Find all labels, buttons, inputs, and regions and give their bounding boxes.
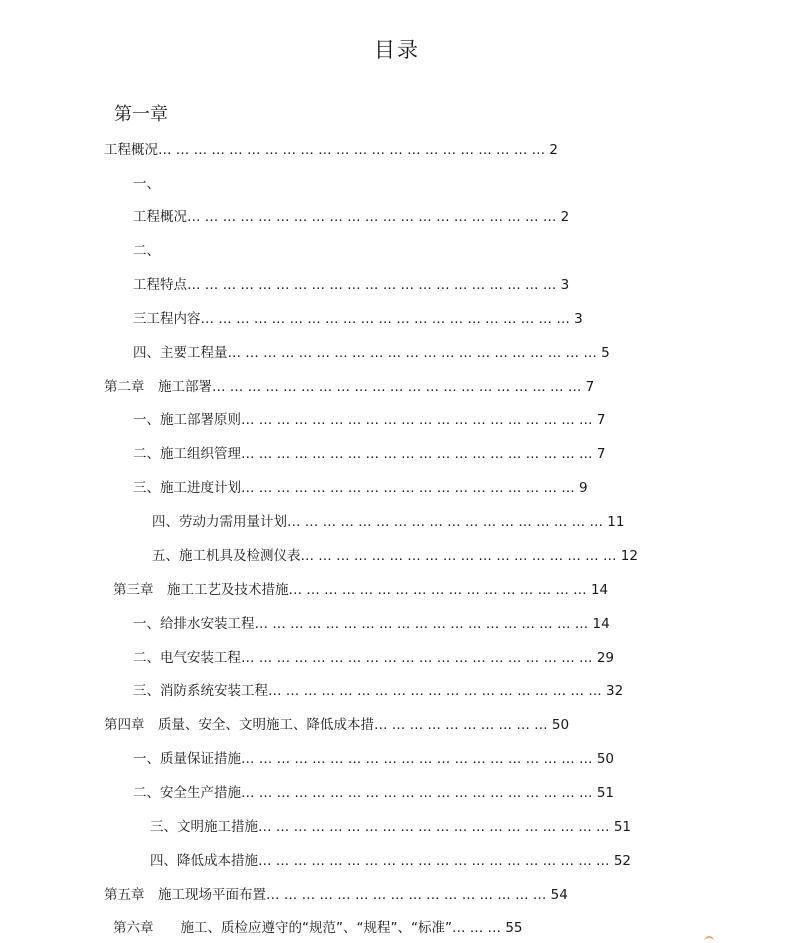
toc-line: 工程概况… … … … … … … … … … … … … … … … … … … … … … 2 bbox=[104, 142, 558, 158]
toc-line: 二、安全生产措施… … … … … … … … … … … … … … … … … … … … 51 bbox=[133, 785, 615, 801]
toc-line: 五、施工机具及检测仪表… … … … … … … … … … … … … … … … … … 12 bbox=[152, 548, 638, 564]
toc-line: 二、电气安装工程… … … … … … … … … … … … … … … … … … … … 29 bbox=[133, 650, 615, 666]
toc-line-chapter-5: 第五章 施工现场平面布置… … … … … … … … … … … … … … … … 54 bbox=[104, 887, 568, 903]
toc-line: 工程特点… … … … … … … … … … … … … … … … … … … … … 3 bbox=[133, 277, 570, 293]
toc-line: 三工程内容… … … … … … … … … … … … … … … … … … … … … 3 bbox=[133, 311, 583, 327]
toc-title: 目录 bbox=[374, 38, 420, 62]
toc-line: 一、给排水安装工程… … … … … … … … … … … … … … … … … … … 14 bbox=[133, 616, 610, 632]
toc-line: 四、主要工程量… … … … … … … … … … … … … … … … … … … … … 5 bbox=[133, 345, 610, 361]
toc-line: 一、施工部署原则… … … … … … … … … … … … … … … … … … … … 7 bbox=[133, 412, 606, 428]
toc-line: 三、施工进度计划… … … … … … … … … … … … … … … … … … … 9 bbox=[133, 480, 588, 496]
toc-line-chapter-6: 第六章 施工、质检应遵守的“规范”、“规程”、“标准”… … … 55 bbox=[113, 920, 523, 936]
toc-line: 四、降低成本措施… … … … … … … … … … … … … … … … … … … … 52 bbox=[150, 853, 632, 869]
toc-line: 二、 bbox=[133, 243, 160, 259]
toc-line-chapter-3: 第三章 施工工艺及技术措施… … … … … … … … … … … … … … … … … 14 bbox=[113, 582, 609, 598]
toc-line: 三、消防系统安装工程… … … … … … … … … … … … … … … … … … … 32 bbox=[133, 683, 624, 699]
toc-line: 一、 bbox=[133, 176, 160, 192]
toc-line-chapter-4: 第四章 质量、安全、文明施工、降低成本措… … … … … … … … … … 50 bbox=[104, 717, 570, 733]
toc-line-chapter-2: 第二章 施工部署… … … … … … … … … … … … … … … … … … … … … 7 bbox=[104, 379, 595, 395]
toc-line: 二、施工组织管理… … … … … … … … … … … … … … … … … … … … 7 bbox=[133, 446, 606, 462]
toc-line-chapter-1: 第一章 bbox=[114, 104, 168, 125]
toc-line: 四、劳动力需用量计划… … … … … … … … … … … … … … … … … … 11 bbox=[152, 514, 625, 530]
toc-line: 工程概况… … … … … … … … … … … … … … … … … … … … … 2 bbox=[133, 209, 570, 225]
toc-line: 三、文明施工措施… … … … … … … … … … … … … … … … … … … … 51 bbox=[150, 819, 632, 835]
corner-mark bbox=[704, 936, 714, 943]
toc-line: 一、质量保证措施… … … … … … … … … … … … … … … … … … … … 50 bbox=[133, 751, 615, 767]
